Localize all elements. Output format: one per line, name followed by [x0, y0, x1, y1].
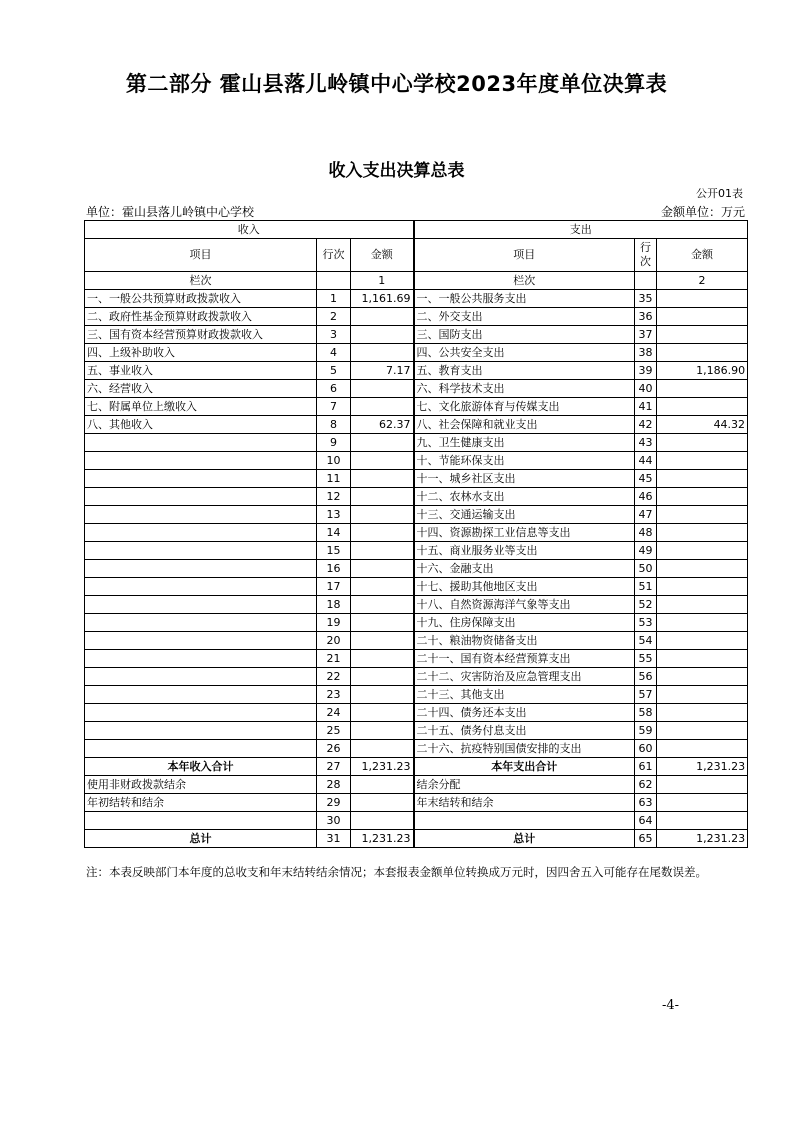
income-item-cell	[85, 632, 317, 650]
income-amount-cell	[351, 524, 414, 542]
income-amount-header: 金额	[351, 239, 414, 272]
income-amount-cell	[351, 470, 414, 488]
income-line-cell: 1	[317, 290, 351, 308]
income-amount-cell: 1,161.69	[351, 290, 414, 308]
income-item-cell	[85, 452, 317, 470]
expense-line-header: 行次	[635, 239, 657, 272]
expense-item-header: 项目	[414, 239, 635, 272]
expense-amount-cell	[657, 776, 748, 794]
expense-item-cell: 二、外交支出	[414, 308, 635, 326]
income-item-cell	[85, 560, 317, 578]
income-line-cell: 25	[317, 722, 351, 740]
table-row	[85, 308, 748, 326]
expense-amount-cell	[657, 470, 748, 488]
income-amount-cell	[351, 380, 414, 398]
income-item-cell	[85, 596, 317, 614]
expense-item-cell: 十六、金融支出	[414, 560, 635, 578]
income-amount-cell	[351, 326, 414, 344]
expense-item-cell: 年末结转和结余	[414, 794, 635, 812]
income-line-cell: 28	[317, 776, 351, 794]
expense-amount-cell: 44.32	[657, 416, 748, 434]
form-number: 公开01表	[696, 187, 743, 200]
income-item-cell	[85, 812, 317, 830]
expense-item-cell: 六、科学技术支出	[414, 380, 635, 398]
expense-amount-cell	[657, 596, 748, 614]
income-item-cell	[85, 578, 317, 596]
income-amount-cell	[351, 308, 414, 326]
expense-line-cell: 43	[635, 434, 657, 452]
expense-amount-cell	[657, 344, 748, 362]
expense-amount-cell	[657, 650, 748, 668]
income-item-cell	[85, 542, 317, 560]
income-item-cell: 六、经营收入	[85, 380, 317, 398]
income-amount-cell	[351, 578, 414, 596]
table-row	[85, 830, 748, 848]
income-item-cell	[85, 740, 317, 758]
income-item-cell: 七、附属单位上缴收入	[85, 398, 317, 416]
expense-item-cell: 一、一般公共服务支出	[414, 290, 635, 308]
income-line-cell: 30	[317, 812, 351, 830]
table-row	[85, 542, 748, 560]
income-header: 收入	[85, 221, 414, 239]
expense-line-cell: 42	[635, 416, 657, 434]
income-expense-table	[84, 220, 748, 848]
expense-line-cell: 44	[635, 452, 657, 470]
income-item-cell: 使用非财政拨款结余	[85, 776, 317, 794]
expense-line-cell: 37	[635, 326, 657, 344]
income-column-label: 栏次	[85, 272, 317, 290]
income-line-cell: 14	[317, 524, 351, 542]
page-title: 第二部分 霍山县落儿岭镇中心学校2023年度单位决算表	[125, 72, 668, 96]
income-item-cell: 二、政府性基金预算财政拨款收入	[85, 308, 317, 326]
income-item-cell	[85, 704, 317, 722]
expense-column-line-cell	[635, 272, 657, 290]
expense-amount-cell	[657, 632, 748, 650]
income-line-cell: 13	[317, 506, 351, 524]
expense-item-cell: 七、文化旅游体育与传媒支出	[414, 398, 635, 416]
income-line-cell: 20	[317, 632, 351, 650]
expense-amount-cell	[657, 722, 748, 740]
income-amount-cell	[351, 560, 414, 578]
income-amount-cell	[351, 668, 414, 686]
income-line-cell: 23	[317, 686, 351, 704]
expense-amount-cell	[657, 452, 748, 470]
income-line-cell: 12	[317, 488, 351, 506]
income-item-cell: 三、国有资本经营预算财政拨款收入	[85, 326, 317, 344]
income-item-cell: 本年收入合计	[85, 758, 317, 776]
income-item-cell	[85, 488, 317, 506]
expense-amount-cell	[657, 704, 748, 722]
income-amount-cell	[351, 704, 414, 722]
expense-line-cell: 46	[635, 488, 657, 506]
expense-item-cell: 十一、城乡社区支出	[414, 470, 635, 488]
expense-amount-cell	[657, 398, 748, 416]
expense-amount-cell	[657, 542, 748, 560]
income-amount-cell: 7.17	[351, 362, 414, 380]
expense-column-label: 栏次	[414, 272, 635, 290]
expense-item-cell: 十八、自然资源海洋气象等支出	[414, 596, 635, 614]
expense-line-cell: 63	[635, 794, 657, 812]
income-line-header: 行次	[317, 239, 351, 272]
expense-line-cell: 57	[635, 686, 657, 704]
income-line-cell: 2	[317, 308, 351, 326]
income-line-cell: 24	[317, 704, 351, 722]
expense-amount-cell	[657, 380, 748, 398]
table-row	[85, 398, 748, 416]
table-row	[85, 362, 748, 380]
expense-line-cell: 64	[635, 812, 657, 830]
table-row	[85, 452, 748, 470]
expense-line-cell: 39	[635, 362, 657, 380]
table-row	[85, 650, 748, 668]
income-line-cell: 19	[317, 614, 351, 632]
income-amount-cell: 1,231.23	[351, 758, 414, 776]
unit-label: 单位：霍山县落儿岭镇中心学校	[86, 205, 255, 219]
table-row	[85, 380, 748, 398]
expense-line-cell: 47	[635, 506, 657, 524]
table-row	[85, 614, 748, 632]
expense-item-cell: 十四、资源勘探工业信息等支出	[414, 524, 635, 542]
income-item-cell	[85, 524, 317, 542]
table-row	[85, 812, 748, 830]
income-item-cell: 五、事业收入	[85, 362, 317, 380]
income-line-cell: 15	[317, 542, 351, 560]
income-line-cell: 16	[317, 560, 351, 578]
expense-line-cell: 45	[635, 470, 657, 488]
table-row	[85, 722, 748, 740]
income-amount-cell	[351, 794, 414, 812]
expense-line-cell: 56	[635, 668, 657, 686]
income-amount-cell: 1,231.23	[351, 830, 414, 848]
income-amount-cell	[351, 686, 414, 704]
income-item-cell	[85, 686, 317, 704]
table-title: 收入支出决算总表	[328, 161, 465, 181]
expense-line-cell: 48	[635, 524, 657, 542]
expense-line-cell: 53	[635, 614, 657, 632]
expense-item-cell: 二十六、抗疫特别国债安排的支出	[414, 740, 635, 758]
table-row	[85, 686, 748, 704]
expense-line-cell: 36	[635, 308, 657, 326]
expense-line-cell: 65	[635, 830, 657, 848]
income-item-cell: 总计	[85, 830, 317, 848]
income-line-cell: 6	[317, 380, 351, 398]
income-line-cell: 10	[317, 452, 351, 470]
table-row	[85, 632, 748, 650]
footnote: 注：本表反映部门本年度的总收支和年末结转结余情况；本套报表金额单位转换成万元时，因四舍五入可能存在尾数误差。	[86, 865, 707, 879]
income-line-cell: 27	[317, 758, 351, 776]
income-item-cell	[85, 650, 317, 668]
table-row	[85, 416, 748, 434]
expense-item-cell	[414, 812, 635, 830]
table-row	[85, 344, 748, 362]
table-row	[85, 740, 748, 758]
income-line-cell: 29	[317, 794, 351, 812]
expense-line-cell: 60	[635, 740, 657, 758]
income-line-cell: 26	[317, 740, 351, 758]
income-amount-cell	[351, 596, 414, 614]
income-line-cell: 7	[317, 398, 351, 416]
table-row	[85, 326, 748, 344]
income-item-cell	[85, 614, 317, 632]
income-amount-cell	[351, 452, 414, 470]
page-number: -4-	[662, 998, 680, 1013]
expense-amount-cell	[657, 506, 748, 524]
expense-item-cell: 十三、交通运输支出	[414, 506, 635, 524]
income-column-number: 1	[351, 272, 414, 290]
expense-item-cell: 三、国防支出	[414, 326, 635, 344]
expense-item-cell: 十、节能环保支出	[414, 452, 635, 470]
expense-line-cell: 38	[635, 344, 657, 362]
expense-item-cell: 八、社会保障和就业支出	[414, 416, 635, 434]
expense-item-cell: 结余分配	[414, 776, 635, 794]
expense-item-cell: 总计	[414, 830, 635, 848]
income-amount-cell	[351, 740, 414, 758]
table-row	[85, 578, 748, 596]
table-row	[85, 434, 748, 452]
expense-item-cell: 十九、住房保障支出	[414, 614, 635, 632]
expense-item-cell: 二十四、债务还本支出	[414, 704, 635, 722]
expense-amount-cell: 1,186.90	[657, 362, 748, 380]
income-amount-cell	[351, 776, 414, 794]
income-item-cell	[85, 434, 317, 452]
expense-item-cell: 本年支出合计	[414, 758, 635, 776]
income-amount-cell: 62.37	[351, 416, 414, 434]
income-column-line-cell	[317, 272, 351, 290]
expense-item-cell: 二十、粮油物资储备支出	[414, 632, 635, 650]
income-line-cell: 8	[317, 416, 351, 434]
income-amount-cell	[351, 614, 414, 632]
table-row	[85, 524, 748, 542]
table-row	[85, 290, 748, 308]
expense-item-cell: 五、教育支出	[414, 362, 635, 380]
income-amount-cell	[351, 344, 414, 362]
income-amount-cell	[351, 434, 414, 452]
income-amount-cell	[351, 722, 414, 740]
table-row	[85, 668, 748, 686]
expense-line-cell: 51	[635, 578, 657, 596]
table-row	[85, 560, 748, 578]
income-item-cell	[85, 722, 317, 740]
expense-line-cell: 35	[635, 290, 657, 308]
expense-amount-cell	[657, 326, 748, 344]
expense-line-cell: 62	[635, 776, 657, 794]
income-line-cell: 21	[317, 650, 351, 668]
expense-amount-cell	[657, 578, 748, 596]
expense-amount-cell	[657, 812, 748, 830]
income-line-cell: 9	[317, 434, 351, 452]
expense-line-cell: 41	[635, 398, 657, 416]
income-line-cell: 5	[317, 362, 351, 380]
income-amount-cell	[351, 542, 414, 560]
income-amount-cell	[351, 632, 414, 650]
expense-line-cell: 49	[635, 542, 657, 560]
expense-line-cell: 58	[635, 704, 657, 722]
expense-line-cell: 52	[635, 596, 657, 614]
income-amount-cell	[351, 650, 414, 668]
income-amount-cell	[351, 398, 414, 416]
expense-header: 支出	[414, 221, 748, 239]
expense-item-cell: 二十三、其他支出	[414, 686, 635, 704]
table-row	[85, 488, 748, 506]
income-line-cell: 4	[317, 344, 351, 362]
table-row	[85, 596, 748, 614]
table-row	[85, 776, 748, 794]
income-amount-cell	[351, 488, 414, 506]
expense-amount-cell	[657, 614, 748, 632]
expense-item-cell: 四、公共安全支出	[414, 344, 635, 362]
expense-amount-cell	[657, 308, 748, 326]
expense-amount-cell	[657, 794, 748, 812]
amount-unit-label: 金额单位：万元	[660, 205, 745, 219]
expense-line-cell: 55	[635, 650, 657, 668]
income-item-cell: 四、上级补助收入	[85, 344, 317, 362]
expense-amount-cell	[657, 686, 748, 704]
income-item-cell: 年初结转和结余	[85, 794, 317, 812]
expense-item-cell: 二十二、灾害防治及应急管理支出	[414, 668, 635, 686]
income-line-cell: 17	[317, 578, 351, 596]
income-item-cell: 一、一般公共预算财政拨款收入	[85, 290, 317, 308]
expense-item-cell: 二十一、国有资本经营预算支出	[414, 650, 635, 668]
income-item-cell	[85, 668, 317, 686]
expense-amount-cell: 1,231.23	[657, 830, 748, 848]
income-amount-cell	[351, 812, 414, 830]
expense-amount-header: 金额	[657, 239, 748, 272]
table-row	[85, 506, 748, 524]
table-row	[85, 704, 748, 722]
income-line-cell: 22	[317, 668, 351, 686]
expense-item-cell: 十七、援助其他地区支出	[414, 578, 635, 596]
expense-item-cell: 十五、商业服务业等支出	[414, 542, 635, 560]
expense-amount-cell	[657, 524, 748, 542]
income-line-cell: 31	[317, 830, 351, 848]
income-item-cell: 八、其他收入	[85, 416, 317, 434]
expense-item-cell: 二十五、债务付息支出	[414, 722, 635, 740]
expense-line-cell: 59	[635, 722, 657, 740]
income-line-cell: 3	[317, 326, 351, 344]
table-row	[85, 470, 748, 488]
table-row	[85, 794, 748, 812]
expense-amount-cell	[657, 668, 748, 686]
income-amount-cell	[351, 506, 414, 524]
income-line-cell: 11	[317, 470, 351, 488]
income-item-cell	[85, 470, 317, 488]
expense-item-cell: 十二、农林水支出	[414, 488, 635, 506]
income-item-header: 项目	[85, 239, 317, 272]
expense-amount-cell	[657, 290, 748, 308]
expense-amount-cell: 1,231.23	[657, 758, 748, 776]
expense-line-cell: 50	[635, 560, 657, 578]
expense-amount-cell	[657, 560, 748, 578]
income-line-cell: 18	[317, 596, 351, 614]
expense-amount-cell	[657, 488, 748, 506]
table-row	[85, 758, 748, 776]
expense-line-cell: 40	[635, 380, 657, 398]
expense-line-cell: 61	[635, 758, 657, 776]
expense-column-number: 2	[657, 272, 748, 290]
expense-amount-cell	[657, 740, 748, 758]
income-item-cell	[85, 506, 317, 524]
expense-item-cell: 九、卫生健康支出	[414, 434, 635, 452]
expense-line-cell: 54	[635, 632, 657, 650]
expense-amount-cell	[657, 434, 748, 452]
